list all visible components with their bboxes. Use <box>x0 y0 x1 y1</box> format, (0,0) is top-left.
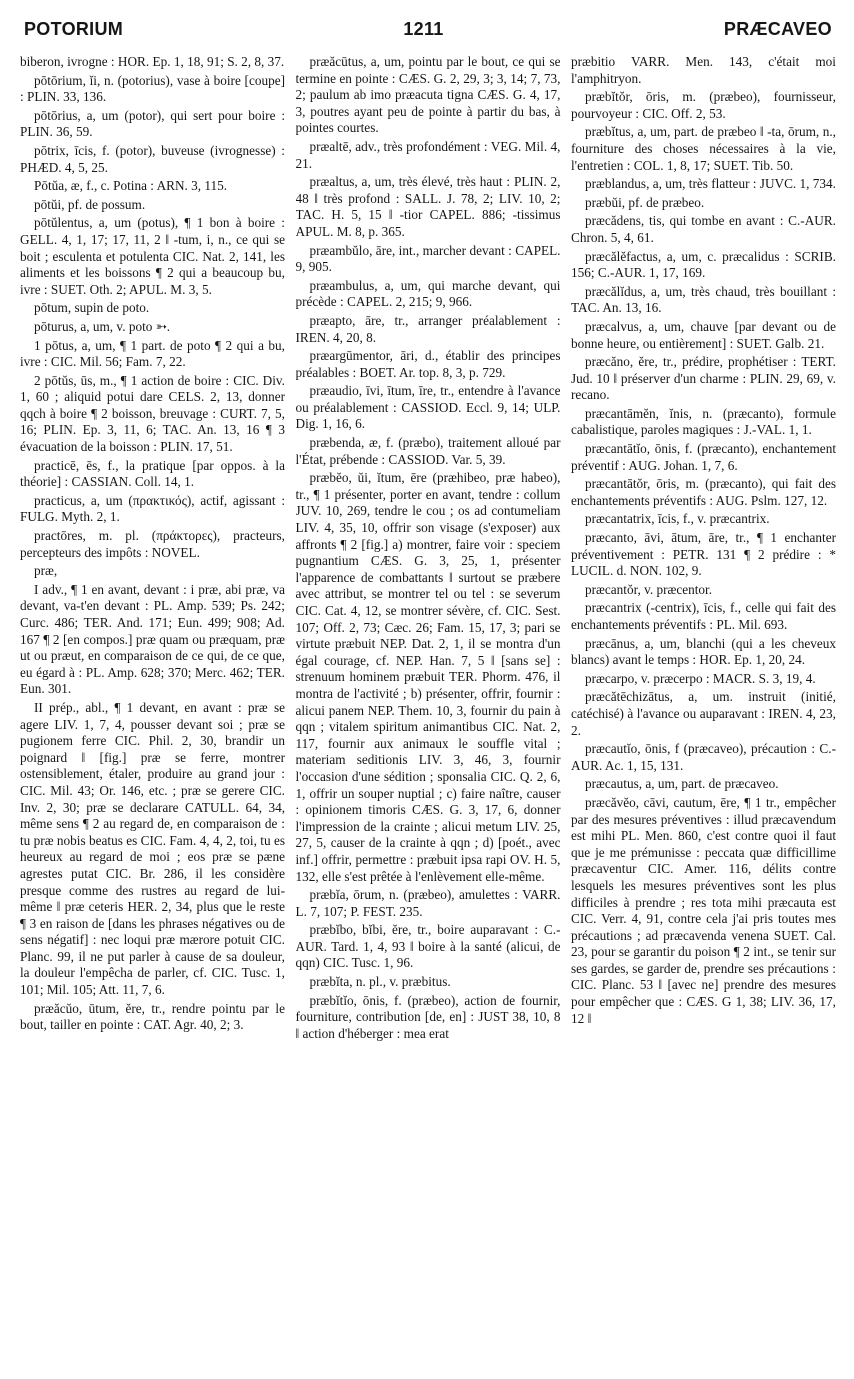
dictionary-entry: pōtŭi, pf. de possum. <box>34 196 146 212</box>
dictionary-entry: præcăno, ĕre, tr., prédire, prophétiser : TERT. Jud. 10 ‖ préserver d'un charme : PLIN. 29, 69, v. recano. <box>571 354 836 403</box>
dictionary-entry: pōtrix, īcis, f. (potor), buveuse (ivrognesse) : PHÆD. 4, 5, 25. <box>20 142 285 175</box>
page-number: 1211 <box>403 18 444 39</box>
dictionary-entry: biberon, ivrogne : HOR. Ep. 1, 18, 91; S. 2, 8, 37. <box>20 54 285 69</box>
dictionary-entry: practicē, ēs, f., la pratique [par oppos. à la théorie] : CASSIAN. Coll. 14, 1. <box>20 457 285 490</box>
dictionary-entry: præcānus, a, um, blanchi (qui a les cheveux blancs) avant le temps : HOR. Ep. 1, 20, 24. <box>571 635 836 668</box>
dictionary-entry: præcarpo, v. præcerpo : MACR. S. 3, 19, 4. <box>585 670 816 686</box>
dictionary-entry: præambulus, a, um, qui marche devant, qui précède : CAPEL. 2, 215; 9, 966. <box>295 277 561 310</box>
dictionary-entry: præcălĕfactus, a, um, c. præcalidus : SCRIB. 156; C.-AUR. 1, 17, 169. <box>571 248 836 281</box>
dictionary-entry: pōturus, a, um, v. poto ➳. <box>34 318 171 334</box>
dictionary-entry: præargūmentor, āri, d., établir des principes préalables : BOET. Ar. top. 8, 3, p. 729. <box>295 348 561 380</box>
dictionary-entry: præbŭi, pf. de præbeo. <box>585 194 705 210</box>
running-head-right: PRÆCAVEO <box>723 18 832 39</box>
column-right <box>571 54 836 1372</box>
dictionary-entry: præaltus, a, um, très élevé, très haut : PLIN. 2, 48 ‖ très profond : SALL. J. 78, 2; LIV. 10, 2; TAC. H. 5, 15 ‖ -tior CAPEL. 886; -tissimus APUL. M. 8, p. 365. <box>295 174 561 239</box>
dictionary-entry: præcautĭo, ōnis, f (præcaveo), précaution : C.-AUR. Ac. 1, 15, 131. <box>571 741 836 773</box>
dictionary-entry: præcălĭdus, a, um, très chaud, très bouillant : TAC. An. 13, 16. <box>571 283 836 316</box>
dictionary-entry: I adv., ¶ 1 en avant, devant : i præ, abi præ, va devant, va-t'en devant : PL. Amp. 539; Ps. 242; Curc. 486; TER. And. 171; Eun. 499; 908; Ad. 167 ¶ 2 [en compos.] præ quam ou præquam, præ ut ou præut, en comparaison de ce qui, de ce que, eu égard à : PL. Amp. 628; 370; Merc. 462; TER. Eun. 301. <box>20 581 285 697</box>
dictionary-entry: pōtōrius, a, um (potor), qui sert pour boire : PLIN. 36, 59. <box>20 107 285 140</box>
dictionary-entry: præcalvus, a, um, chauve [par devant ou de bonne heure, ou entièrement] : SUET. Galb. 21. <box>571 318 836 351</box>
dictionary-entry: præăcŭo, ūtum, ĕre, tr., rendre pointu par le bout, tailler en pointe : CAT. Agr. 40, 2; 3. <box>20 1000 285 1033</box>
dictionary-entry: præapto, āre, tr., arranger préalablement : IREN. 4, 20, 8. <box>295 312 561 345</box>
dictionary-entry: præcantŏr, v. præcentor. <box>585 581 713 597</box>
dictionary-entry: præaudio, īvi, ītum, īre, tr., entendre à l'avance ou préalablement : CASSIOD. Eccl. 9, 14; ULP. Dig. 1, 16, 6. <box>295 383 561 432</box>
dictionary-entry: præăcūtus, a, um, pointu par le bout, ce qui se termine en pointe : CÆS. G. 2, 29, 3; 3, 14; 7, 73, 2; paulum ab imo præacuta tigna CÆS. G. 4, 17, 3, poutres ayant peu de pointe à partir du bas, à pointes courtes. <box>295 54 561 136</box>
dictionary-entry: pōtum, supin de poto. <box>34 300 150 316</box>
dictionary-entry: præcanto, āvi, ātum, āre, tr., ¶ 1 enchanter préventivement : PETR. 131 ¶ 2 prédire : * LUCIL. d. NON. 102, 9. <box>571 530 836 579</box>
dictionary-entry: II prép., abl., ¶ 1 devant, en avant : præ se agere LIV. 1, 7, 4, pousser devant soi ; præ se pugionem ferre CIC. Phil. 2, 30, brandir un poignard ‖ [fig.] præ se ferre, montrer ostensiblement, étaler, produire au grand jour : CIC. Mil. 43; Or. 146, etc. ; præ se gerere CIC. Inv. 2, 30; præ se declarare CATULL. 64, 34, même sens ¶ 2 au regard de, en comparaison de : tu præ nobis beatus es CIC. Fam. 4, 4, 2, toi, tu es heureux au regard de moi ; eos præ se pæne agrestes putat CIC. Br. 286, il les considère presque comme des rustres au regard de lui-même ‖ præ ceteris HER. 2, 34, plus que le reste ¶ 3 en raison de [dans les phrases négatives ou de sens négatif] : nec loqui præ mærore potuit CIC. Planc. 99, il ne put parler à cause de sa douleur, la douleur l'empêcha de parler, cf. CIC. Tusc. 1, 101; Mil. 105; Att. 11, 7, 6. <box>20 699 285 998</box>
dictionary-entry: præ, <box>34 563 58 579</box>
dictionary-entry: practōres, m. pl. (πράκτορες), practeurs, percepteurs des impôts : NOVEL. <box>20 528 285 560</box>
dictionary-entry: præblandus, a, um, très flatteur : JUVC. 1, 734. <box>585 176 836 192</box>
column-middle <box>296 54 561 1372</box>
running-head-left: POTORIUM <box>24 18 124 39</box>
dictionary-entry: præbĭta, n. pl., v. præbitus. <box>309 974 451 990</box>
dictionary-entry: præcantāmĕn, ĭnis, n. (præcanto), formule cabalistique, paroles magiques : J.-VAL. 1, 1. <box>571 405 836 438</box>
dictionary-entry: præbĭtus, a, um, part. de præbeo ‖ -ta, ōrum, n., fourniture des choses nécessaires à la vie, l'entretien : COL. 1, 8, 17; SUET. Tib. 50. <box>571 124 836 173</box>
text-columns <box>20 54 836 1372</box>
dictionary-entry: pōtŭlentus, a, um (potus), ¶ 1 bon à boire : GELL. 4, 1, 17; 17, 11, 2 ‖ -tum, i, n., ce qui se boit ; esculenta et potulenta CIC. Nat. 2, 141, les aliments et les boissons ¶ 2 qui a beaucoup bu, ivre : SUET. Oth. 2; APUL. M. 3, 5. <box>20 215 285 297</box>
dictionary-entry: Pōtŭa, æ, f., c. Potina : ARN. 3, 115. <box>34 178 228 194</box>
dictionary-entry: præcantātŏr, ōris, m. (præcanto), qui fait des enchantements préventifs : AUG. Pslm. 127, 12. <box>571 476 836 508</box>
dictionary-entry: præcantrix (-centrix), īcis, f., celle qui fait des enchantements préventifs : PL. Mil. 693. <box>571 600 836 632</box>
dictionary-entry: præbĕo, ŭi, ĭtum, ēre (præhibeo, præ habeo), tr., ¶ 1 présenter, porter en avant, tendre : collum JUV. 10, 269, tendre le cou ; os ad contumeliam LIV. 4, 35, 10, offrir son visage (s'exposer) aux affronts ¶ 2 [fig.] a) montrer, faire voir : speciem pugnantium CÆS. G. 3, 25, 1, présenter l'apparence de combattants ‖ surtout se præbere avec attribut, se montrer tel ou tel : se severum CIC. Cat. 4, 12, se montrer sévère, cf. CIC. Sest. 107; Off. 2, 73; Cæc. 26; Fam. 15, 17, 3; pari se virtute præbuit NEP. Dat. 2, 1, il se montra d'un égal courage, cf. NEP. Han. 7, 5 ‖ [sans se] : strenuum hominem præbuit TER. Phorm. 476, il montra de l'activité ; b) présenter, offrir, fournir : alicui panem NEP. Them. 10, 3, fournir du pain à qqn ; vitalem spiritum animantibus CIC. Nat. 2, 117, fournir aux animaux le souffle vital ; materiam seditionis LIV. 3, 46, 3, fournir l'occasion d'une sédition ; sponsalia CIC. Q. 2, 6, 1, offrir un souper nuptial ; c) faire naître, causer : opinionem timoris CÆS. G. 3, 17, 6, donner l'impression de la crainte ; alicui metum LIV. 25, 27, 5, causer de la crainte à qqn ; d) [poét., avec inf.] offrir, permettre : præbuit ipsa rapi OV. H. 5, 132, elle s'est prêtée à l'enlèvement elle-même. <box>295 470 561 884</box>
dictionary-entry: præbĭtĭo, ōnis, f. (præbeo), action de fournir, fourniture, contribution [de, en] : JUST 38, 10, 8 ‖ action d'héberger : mea erat <box>295 992 561 1041</box>
dictionary-entry: præcăvĕo, cāvi, cautum, ēre, ¶ 1 tr., empêcher par des mesures préventives : illud præcavendum est mihi PL. Men. 860, c'est contre quoi il faut que je me prémunisse : peccata quæ difficillime præcaventur CIC. Amer. 116, délits contre lesquels les mesures préventives sont les plus difficiles à prendre ; res tota mihi præcauta est CIC. Verr. 4, 91, contre cela j'ai pris toutes mes précautions ; ad præcavenda venena SUET. Cal. 23, pour se garantir du poison ¶ 2 int., se tenir sur ses gardes, se garder de, prendre ses précautions : CIC. Planc. 53 ‖ [avec ne] prendre des mesures pour empêcher que : CÆS. G 1, 38; LIV. 36, 17, 12 ‖ <box>571 794 836 1026</box>
dictionary-entry: 2 pōtŭs, ūs, m., ¶ 1 action de boire : CIC. Div. 1, 60 ; aliquid potui dare CELS. 2, 13, donner qqch à boire ¶ 2 boisson, breuvage : CURT. 7, 5, 16; PLIN. Ep. 3, 11, 6; TAC. An. 13, 16 ¶ 3 évacuation de la boisson : PLIN. 17, 51. <box>20 372 285 455</box>
dictionary-entry: præcădens, tis, qui tombe en avant : C.-AUR. Chron. 5, 4, 61. <box>571 213 836 245</box>
dictionary-entry: præcătēchizātus, a, um. instruit (initié, catéchisé) à l'avance ou auparavant : IREN. 4, 23, 2. <box>571 689 836 738</box>
page-header <box>24 16 832 42</box>
dictionary-entry: pōtōrium, ĭi, n. (potorius), vase à boire [coupe] : PLIN. 33, 136. <box>20 72 285 105</box>
dictionary-entry: præbĭtŏr, ōris, m. (præbeo), fournisseur, pourvoyeur : CIC. Off. 2, 53. <box>571 89 836 121</box>
dictionary-entry: præbĭa, ōrum, n. (præbeo), amulettes : VARR. L. 7, 107; P. FEST. 235. <box>295 887 561 919</box>
dictionary-entry: præbitio VARR. Men. 143, c'était moi l'amphitryon. <box>571 54 836 86</box>
dictionary-entry: 1 pōtus, a, um, ¶ 1 part. de poto ¶ 2 qui a bu, ivre : CIC. Mil. 56; Fam. 7, 22. <box>20 337 285 370</box>
dictionary-entry: præcantātĭo, ōnis, f. (præcanto), enchantement préventif : AUG. Johan. 1, 7, 6. <box>571 441 836 473</box>
dictionary-entry: practicus, a, um (πρακτικός), actif, agissant : FULG. Myth. 2, 1. <box>20 492 285 525</box>
dictionary-entry: præambŭlo, āre, int., marcher devant : CAPEL. 9, 905. <box>295 242 561 275</box>
dictionary-entry: præcantatrix, īcis, f., v. præcantrix. <box>585 511 770 527</box>
dictionary-entry: præbenda, æ, f. (præbo), traitement alloué par l'État, prébende : CASSIOD. Var. 5, 39. <box>295 435 561 467</box>
column-left <box>20 54 285 1372</box>
dictionary-entry: præaltē, adv., très profondément : VEG. Mil. 4, 21. <box>295 138 561 171</box>
dictionary-entry: præbĭbo, bĭbi, ĕre, tr., boire auparavant : C.-AUR. Tard. 1, 4, 93 ‖ boire à la santé (alicui, de qqn) CIC. Tusc. 1, 96. <box>295 922 561 971</box>
dictionary-entry: præcautus, a, um, part. de præcaveo. <box>585 776 779 792</box>
